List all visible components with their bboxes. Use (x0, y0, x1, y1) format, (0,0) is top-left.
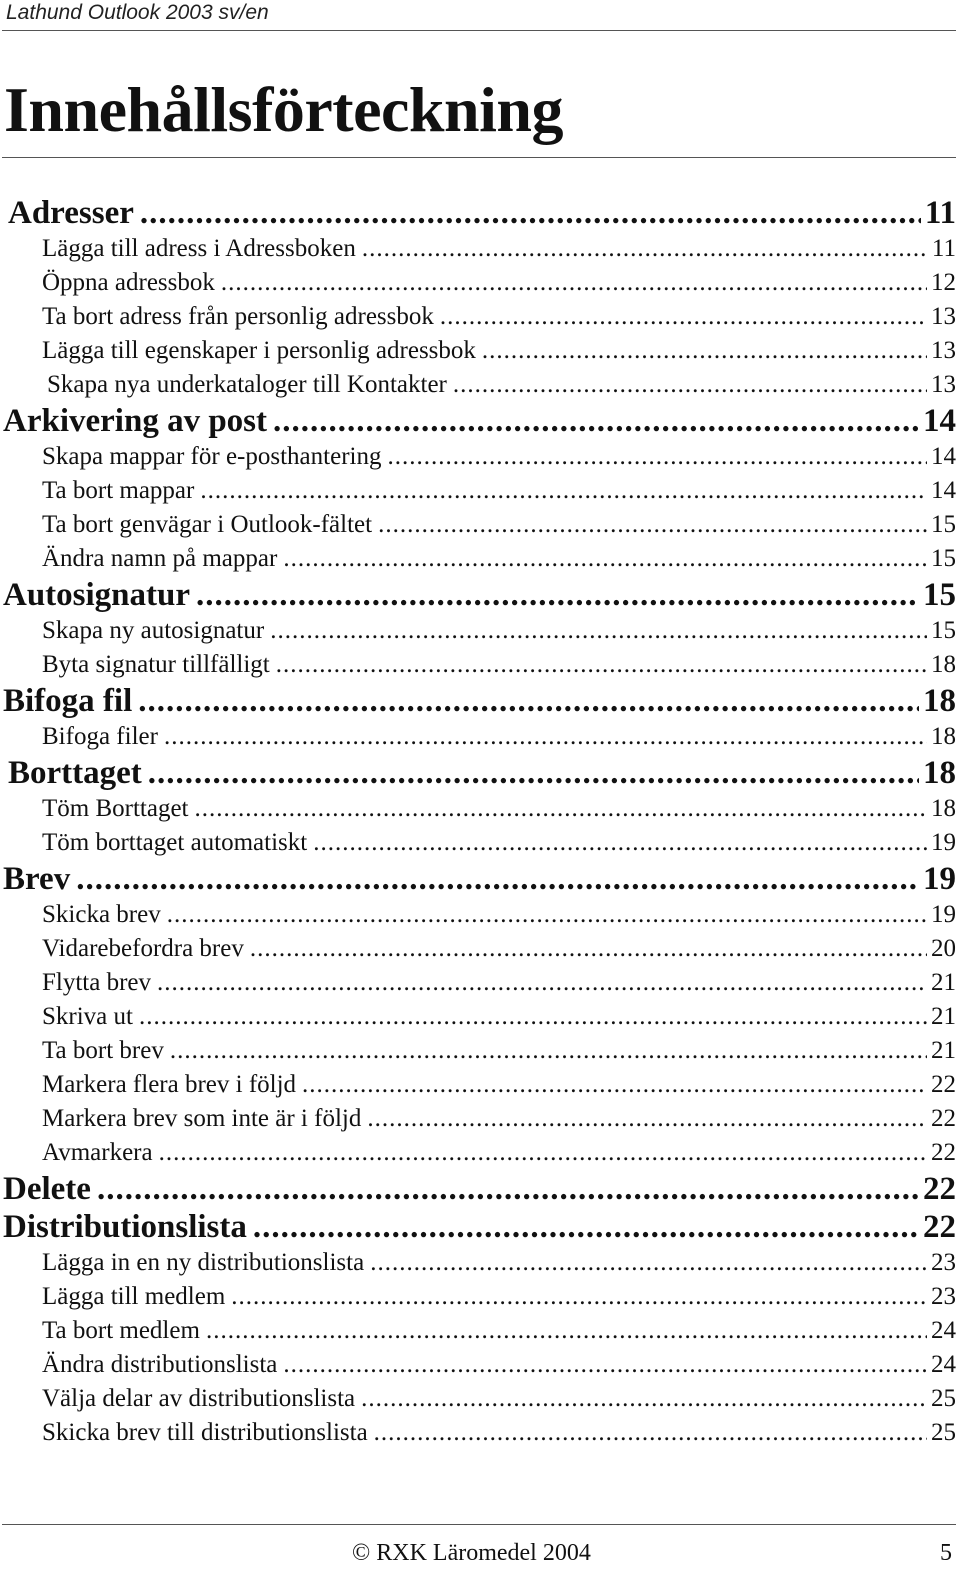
toc-label: Markera flera brev i följd (42, 1071, 297, 1098)
footer-page-number: 5 (940, 1540, 952, 1566)
toc-page-number: 13 (931, 337, 956, 364)
toc-label: Borttaget (8, 755, 142, 791)
toc-dot-leader (313, 826, 927, 860)
toc-page-number: 19 (923, 861, 956, 897)
toc-label: Ändra distributionslista (42, 1351, 278, 1378)
toc-page-number: 25 (931, 1419, 956, 1446)
toc-page-number: 24 (931, 1317, 956, 1344)
toc-dot-leader (362, 232, 928, 266)
toc-section[interactable] (0, 194, 958, 232)
toc-page-number: 21 (931, 1003, 956, 1030)
toc-page-number: 15 (931, 511, 956, 538)
toc-dot-leader (157, 966, 927, 1000)
toc-section[interactable] (0, 1208, 958, 1246)
toc-page-number: 18 (923, 755, 956, 791)
title-rule (2, 157, 956, 158)
toc-entry[interactable] (0, 334, 958, 368)
toc-dot-leader (270, 614, 927, 648)
toc-dot-leader (253, 1208, 919, 1246)
toc-entry[interactable] (0, 1068, 958, 1102)
toc-entry[interactable] (0, 542, 958, 576)
toc-label: Ta bort adress från personlig adressbok (42, 303, 434, 330)
toc-page-number: 12 (931, 269, 956, 296)
toc-page-number: 11 (931, 235, 956, 262)
toc-page-number: 13 (931, 371, 956, 398)
toc-page-number: 22 (923, 1209, 956, 1245)
toc-page-number: 23 (931, 1249, 956, 1276)
toc-dot-leader (164, 720, 927, 754)
toc-section[interactable] (0, 1170, 958, 1208)
toc-dot-leader (283, 542, 927, 576)
toc-label: Skriva ut (42, 1003, 133, 1030)
toc-section[interactable] (0, 402, 958, 440)
toc-label: Bifoga filer (42, 723, 158, 750)
toc-page-number: 22 (923, 1171, 956, 1207)
toc-entry[interactable] (0, 966, 958, 1000)
footer-copyright: © RXK Läromedel 2004 (352, 1540, 591, 1566)
toc-section[interactable] (0, 576, 958, 614)
toc-label: Töm Borttaget (42, 795, 189, 822)
toc-entry[interactable] (0, 1246, 958, 1280)
toc-page-number: 18 (931, 795, 956, 822)
toc-label: Välja delar av distributionslista (42, 1385, 356, 1412)
toc-label: Ändra namn på mappar (42, 545, 278, 572)
toc-dot-leader (221, 266, 927, 300)
toc-dot-leader (76, 860, 919, 898)
toc-entry[interactable] (0, 1280, 958, 1314)
toc-dot-leader (196, 576, 919, 614)
toc-page-number: 13 (931, 303, 956, 330)
toc-entry[interactable] (0, 1136, 958, 1170)
toc-entry[interactable] (0, 792, 958, 826)
toc-page-number: 20 (931, 935, 956, 962)
toc-label: Bifoga fil (3, 683, 133, 719)
toc-label: Markera brev som inte är i följd (42, 1105, 362, 1132)
toc-dot-leader (387, 440, 927, 474)
toc-page-number: 23 (931, 1283, 956, 1310)
toc-dot-leader (302, 1068, 927, 1102)
toc-dot-leader (482, 334, 927, 368)
toc-dot-leader (148, 754, 919, 792)
toc-label: Flytta brev (42, 969, 152, 996)
toc-dot-leader (167, 898, 927, 932)
toc-label: Skapa mappar för e-posthantering (42, 443, 382, 470)
toc-label: Ta bort medlem (42, 1317, 200, 1344)
toc-section[interactable] (0, 860, 958, 898)
toc-page-number: 22 (931, 1139, 956, 1166)
toc-entry[interactable] (0, 648, 958, 682)
running-header: Lathund Outlook 2003 sv/en (6, 1, 269, 24)
toc-page-number: 18 (931, 723, 956, 750)
toc-label: Autosignatur (3, 577, 191, 613)
toc-page-number: 14 (931, 477, 956, 504)
toc-page-number: 19 (931, 901, 956, 928)
table-of-contents (0, 194, 958, 1450)
toc-entry[interactable] (0, 1416, 958, 1450)
toc-label: Lägga in en ny distributionslista (42, 1249, 365, 1276)
toc-page-number: 15 (931, 617, 956, 644)
toc-page-number: 21 (931, 1037, 956, 1064)
toc-page-number: 18 (923, 683, 956, 719)
toc-entry[interactable] (0, 1102, 958, 1136)
toc-label: Brev (3, 861, 71, 897)
toc-label: Skapa ny autosignatur (42, 617, 265, 644)
toc-dot-leader (200, 474, 927, 508)
toc-label: Avmarkera (42, 1139, 153, 1166)
toc-entry[interactable] (0, 614, 958, 648)
toc-page-number: 22 (931, 1071, 956, 1098)
toc-page-number: 21 (931, 969, 956, 996)
toc-label: Delete (3, 1171, 91, 1207)
toc-entry[interactable] (0, 720, 958, 754)
page-title: Innehållsförteckning (4, 74, 563, 145)
toc-page-number: 25 (931, 1385, 956, 1412)
toc-dot-leader (378, 508, 927, 542)
toc-page-number: 22 (931, 1105, 956, 1132)
toc-dot-leader (273, 402, 919, 440)
toc-entry[interactable] (0, 826, 958, 860)
toc-label: Ta bort mappar (42, 477, 195, 504)
toc-page-number: 15 (923, 577, 956, 613)
toc-label: Byta signatur tillfälligt (42, 651, 270, 678)
toc-entry[interactable] (0, 932, 958, 966)
toc-dot-leader (138, 682, 919, 720)
toc-entry[interactable] (0, 898, 958, 932)
toc-label: Öppna adressbok (42, 269, 215, 296)
toc-entry[interactable] (0, 1314, 958, 1348)
toc-page-number: 15 (931, 545, 956, 572)
toc-label: Vidarebefordra brev (42, 935, 244, 962)
toc-label: Lägga till adress i Adressboken (42, 235, 356, 262)
footer-rule (2, 1524, 956, 1525)
toc-label: Skicka brev till distributionslista (42, 1419, 368, 1446)
toc-page-number: 11 (924, 195, 956, 231)
toc-entry[interactable] (0, 1034, 958, 1068)
toc-dot-leader (159, 1136, 927, 1170)
toc-page-number: 14 (923, 403, 956, 439)
toc-dot-leader (97, 1170, 919, 1208)
toc-page-number: 24 (931, 1351, 956, 1378)
toc-label: Skapa nya underkataloger till Kontakter (47, 371, 447, 398)
toc-dot-leader (440, 300, 927, 334)
header-rule (2, 30, 956, 31)
toc-dot-leader (276, 648, 927, 682)
toc-label: Lägga till egenskaper i personlig adressbok (42, 337, 476, 364)
toc-entry[interactable] (0, 232, 958, 266)
toc-label: Ta bort brev (42, 1037, 164, 1064)
toc-section[interactable] (0, 754, 958, 792)
toc-dot-leader (195, 792, 928, 826)
toc-entry[interactable] (0, 368, 958, 402)
toc-dot-leader (231, 1280, 927, 1314)
toc-page-number: 18 (931, 651, 956, 678)
toc-entry[interactable] (0, 508, 958, 542)
toc-dot-leader (361, 1382, 927, 1416)
toc-label: Arkivering av post (3, 403, 267, 439)
toc-dot-leader (367, 1102, 927, 1136)
toc-dot-leader (139, 1000, 927, 1034)
toc-dot-leader (283, 1348, 927, 1382)
toc-dot-leader (140, 194, 921, 232)
toc-entry[interactable] (0, 1000, 958, 1034)
toc-label: Lägga till medlem (42, 1283, 226, 1310)
toc-label: Töm borttaget automatiskt (42, 829, 308, 856)
toc-entry[interactable] (0, 266, 958, 300)
toc-label: Skicka brev (42, 901, 161, 928)
toc-entry[interactable] (0, 474, 958, 508)
toc-entry[interactable] (0, 1348, 958, 1382)
toc-entry[interactable] (0, 1382, 958, 1416)
toc-entry[interactable] (0, 300, 958, 334)
toc-label: Distributionslista (3, 1209, 247, 1245)
toc-dot-leader (370, 1246, 927, 1280)
toc-page-number: 14 (931, 443, 956, 470)
toc-page-number: 19 (931, 829, 956, 856)
toc-dot-leader (250, 932, 927, 966)
toc-dot-leader (374, 1416, 927, 1450)
toc-dot-leader (453, 368, 927, 402)
toc-label: Ta bort genvägar i Outlook-fältet (42, 511, 373, 538)
toc-section[interactable] (0, 682, 958, 720)
toc-dot-leader (206, 1314, 927, 1348)
toc-dot-leader (170, 1034, 927, 1068)
toc-label: Adresser (8, 195, 134, 231)
toc-entry[interactable] (0, 440, 958, 474)
